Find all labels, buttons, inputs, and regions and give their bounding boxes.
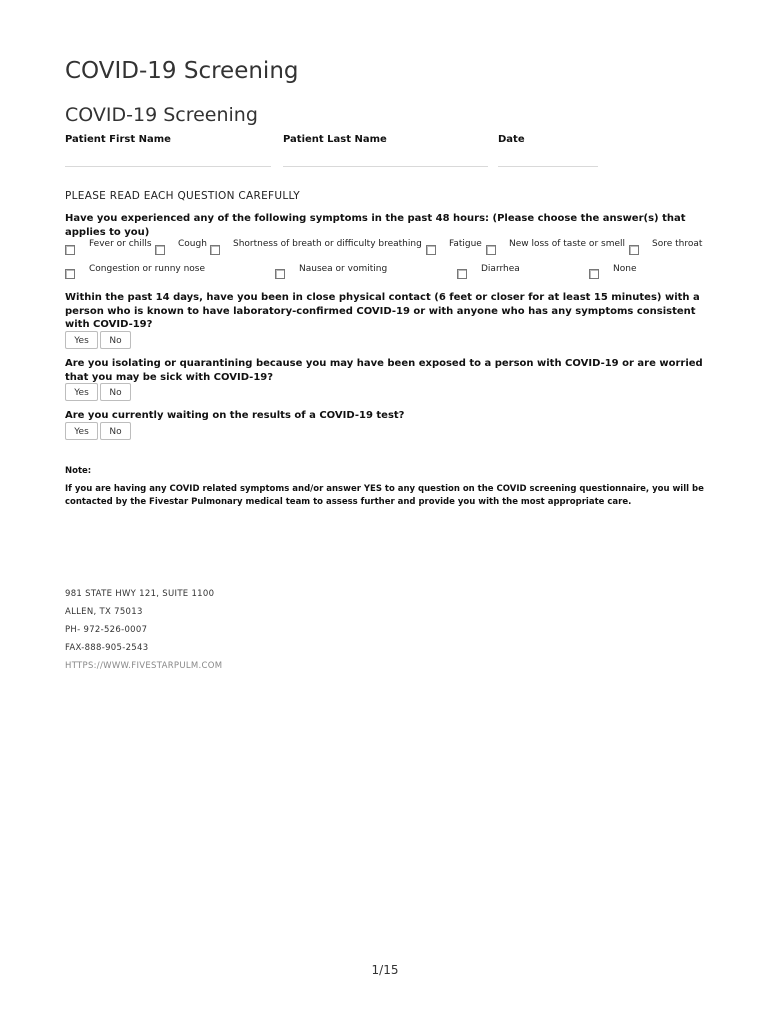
checkbox-none[interactable] bbox=[589, 269, 599, 279]
page-title: COVID-19 Screening bbox=[65, 58, 299, 84]
page-number: 1/15 bbox=[371, 963, 399, 977]
fax: FAX-888-905-2543 bbox=[65, 643, 149, 653]
option-cough: Cough bbox=[178, 239, 207, 249]
note-heading: Note: bbox=[65, 466, 92, 476]
website-link[interactable]: HTTPS://WWW.FIVESTARPULM.COM bbox=[65, 661, 223, 671]
instructions: PLEASE READ EACH QUESTION CAREFULLY bbox=[65, 190, 300, 202]
option-none: None bbox=[613, 264, 637, 274]
option-nausea: Nausea or vomiting bbox=[299, 264, 388, 274]
checkbox-fever[interactable] bbox=[65, 245, 75, 255]
question-close-contact: Within the past 14 days, have you been in close physical contact (6 feet or closer for at least 15 minutes) with a person who is known to have laboratory-confirmed COVID-19 or with anyone who has any symptoms consistent with COVID-19? bbox=[65, 292, 700, 330]
option-shortness-of-breath: Shortness of breath or difficulty breathing bbox=[233, 239, 422, 249]
first-name-input[interactable] bbox=[65, 166, 271, 167]
first-name-label: Patient First Name bbox=[65, 134, 171, 145]
checkbox-diarrhea[interactable] bbox=[457, 269, 467, 279]
last-name-input[interactable] bbox=[283, 166, 488, 167]
form-title: COVID-19 Screening bbox=[65, 104, 258, 126]
checkbox-cough[interactable] bbox=[155, 245, 165, 255]
close-contact-no-button[interactable]: No bbox=[100, 331, 131, 349]
note-text: If you are having any COVID related symptoms and/or answer YES to any question on the COVID screening questionnaire, you will be contacted by the Fivestar Pulmonary medical team to assess further and provide you with the most appropriate care. bbox=[65, 484, 704, 507]
option-loss-of-taste: New loss of taste or smell bbox=[509, 239, 625, 249]
checkbox-sore-throat[interactable] bbox=[629, 245, 639, 255]
checkbox-nausea[interactable] bbox=[275, 269, 285, 279]
address-line1: 981 STATE HWY 121, SUITE 1100 bbox=[65, 589, 215, 599]
last-name-label: Patient Last Name bbox=[283, 134, 387, 145]
test-results-no-button[interactable]: No bbox=[100, 422, 131, 440]
date-label: Date bbox=[498, 134, 525, 145]
option-sore-throat: Sore throat bbox=[652, 239, 703, 249]
date-input[interactable] bbox=[498, 166, 598, 167]
question-isolating: Are you isolating or quarantining because you may have been exposed to a person with COVID-19 or are worried that you may be sick with COVID-19? bbox=[65, 358, 703, 383]
checkbox-fatigue[interactable] bbox=[426, 245, 436, 255]
close-contact-yes-button[interactable]: Yes bbox=[65, 331, 98, 349]
checkbox-loss-of-taste[interactable] bbox=[486, 245, 496, 255]
option-diarrhea: Diarrhea bbox=[481, 264, 520, 274]
option-congestion: Congestion or runny nose bbox=[89, 264, 206, 274]
isolating-no-button[interactable]: No bbox=[100, 383, 131, 401]
symptoms-question: Have you experienced any of the following symptoms in the past 48 hours: (Please choose the answer(s) that applies to you) bbox=[65, 213, 686, 238]
address-line2: ALLEN, TX 75013 bbox=[65, 607, 143, 617]
question-test-results: Are you currently waiting on the results of a COVID-19 test? bbox=[65, 410, 405, 421]
checkbox-congestion[interactable] bbox=[65, 269, 75, 279]
option-fever: Fever or chills bbox=[89, 239, 152, 249]
isolating-yes-button[interactable]: Yes bbox=[65, 383, 98, 401]
test-results-yes-button[interactable]: Yes bbox=[65, 422, 98, 440]
checkbox-shortness-of-breath[interactable] bbox=[210, 245, 220, 255]
phone: PH- 972-526-0007 bbox=[65, 625, 148, 635]
option-fatigue: Fatigue bbox=[449, 239, 482, 249]
